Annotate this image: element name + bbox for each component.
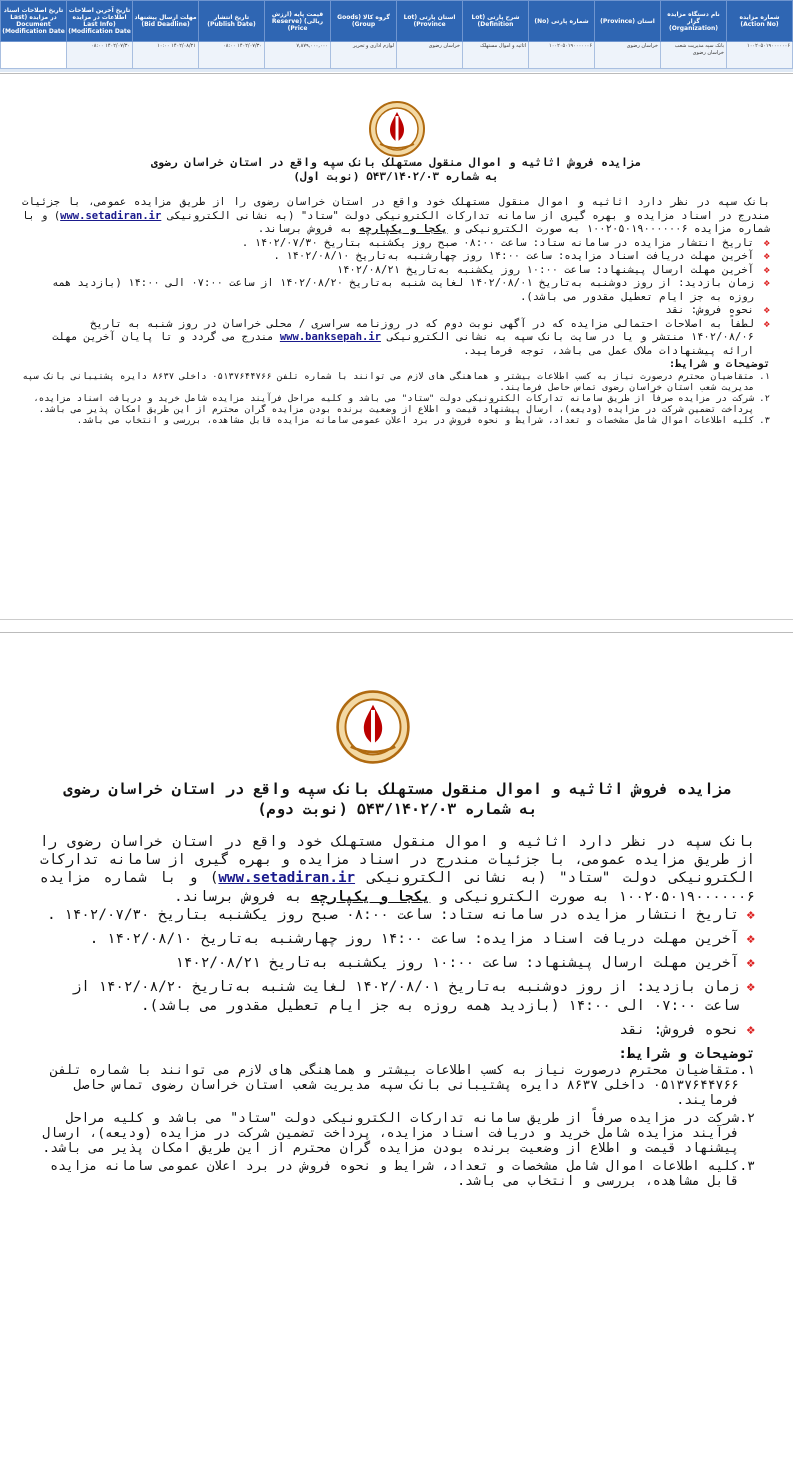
cell-doc-modified bbox=[1, 42, 67, 69]
header-cell: تاریخ انتشار (Publish Date) bbox=[199, 1, 265, 42]
cell-action-no[interactable]: ۱۰۰۲۰۵۰۱۹۰۰۰۰۰۰۶ bbox=[727, 42, 793, 69]
intro-text-3: به فروش برساند. bbox=[257, 223, 360, 235]
cell-lot-definition: اثاثیه و اموال مستهلک bbox=[463, 42, 529, 69]
header-cell: گروه کالا (Goods Group) bbox=[331, 1, 397, 42]
note-number: ۱. bbox=[759, 371, 770, 382]
bank-sepah-logo-icon bbox=[335, 689, 411, 765]
bid-deadline-bullet: ❖ آخرین مهلت ارسال پیشنهاد: ساعت ۱۰:۰۰ روز یکشنبه به‌تاریخ ۱۴۰۲/۰۸/۲۱ bbox=[40, 954, 755, 972]
notes-title: توضیحات و شرایط: bbox=[668, 358, 770, 370]
cell-reserve-price: ۷,۸۷۹,۰۰۰,۰۰۰ bbox=[265, 42, 331, 69]
title-line-2: به شماره ۵۴۳/۱۴۰۲/۰۳ (نوبت اول) bbox=[293, 170, 499, 183]
title-line-2: به شماره ۵۴۳/۱۴۰۲/۰۳ (نوبت دوم) bbox=[257, 800, 538, 818]
notice-first bbox=[0, 73, 793, 619]
sale-method-bullet: ❖ نحوه فروش: نقد bbox=[22, 304, 770, 318]
note-text: متقاضیان محترم درصورت نیاز به کسب اطلاعات بیشتر و هماهنگی های لازم می توانند با شماره تلفن ۰۵۱۳۷۶۴۴۷۶۶ داخلی ۸۶۳۷ دایره پشتیبانی بانک سپه مدیریت شعب استان خراسان رضوی تماس حاصل فرمایند. bbox=[22, 371, 754, 393]
auction-table bbox=[0, 0, 793, 69]
cell-lot-province: خراسان رضوی bbox=[397, 42, 463, 69]
cell-goods-group: لوازم اداری و تحریر bbox=[331, 42, 397, 69]
document-deadline-bullet: ❖ آخرین مهلت دریافت اسناد مزایده: ساعت ۱۴:۰۰ روز چهارشنبه به‌تاریخ ۱۴۰۲/۰۸/۱۰ . bbox=[40, 930, 755, 948]
banksepah-link[interactable]: www.banksepah.ir bbox=[279, 331, 382, 343]
header-cell: شرح پارتی (Lot Definition) bbox=[463, 1, 529, 42]
intro-text-3: به فروش برساند. bbox=[174, 888, 311, 905]
title-line-1: مزایده فروش اثاثیه و اموال منقول مستهلک بانک سپه واقع در استان خراسان رضوی bbox=[150, 156, 642, 169]
title-line-1: مزایده فروش اثاثیه و اموال منقول مستهلک بانک سپه واقع در استان خراسان رضوی bbox=[63, 780, 732, 798]
note-text: کلیه اطلاعات اموال شامل مشخصات و تعداد، شرایط و نحوه فروش در برد اعلان عمومی سامانه مزایده قابل مشاهده، بررسی و انتخاب می باشد. bbox=[50, 1159, 739, 1190]
amendments-bullet bbox=[22, 318, 770, 359]
cell-lot-no: ۱۰۰۲۰۵۰۱۹۰۰۰۰۰۰۶ bbox=[529, 42, 595, 69]
note-item bbox=[22, 416, 770, 427]
note-text: متقاضیان محترم درصورت نیاز به کسب اطلاعات بیشتر و هماهنگی های لازم می توانند با شماره تلفن ۰۵۱۳۷۶۴۴۷۶۶ داخلی ۸۶۳۷ دایره پشتیبانی بانک سپه مدیریت شعب استان خراسان رضوی تماس حاصل فرمایند. bbox=[50, 1063, 739, 1109]
intro-text-2: ) و با شماره مزایده ۱۰۰۲۰۵۰۱۹۰۰۰۰۰۰۶ به صورت الکترونیکی و bbox=[40, 870, 755, 905]
setadiran-link[interactable]: www.setadiran.ir bbox=[60, 209, 162, 222]
intro-paragraph bbox=[22, 196, 770, 237]
visit-time-bullet: ❖ زمان بازدید: از روز دوشنبه به‌تاریخ ۱۴۰۲/۰۸/۰۱ لغایت شنبه به‌تاریخ ۱۴۰۲/۰۸/۲۰ از ساعت ۰۷:۰۰ الی ۱۴:۰۰ (بازدید همه روزه به جز ایام تعطیل مقدور می باشد). bbox=[22, 277, 770, 304]
note-number: ۱. bbox=[739, 1063, 755, 1079]
header-cell: قیمت پایه (ارزش ریالی) (Reserve Price) bbox=[265, 1, 331, 42]
bid-deadline-bullet: ❖ آخرین مهلت ارسال پیشنهاد: ساعت ۱۰:۰۰ روز یکشنبه به‌تاریخ ۱۴۰۲/۰۸/۲۱ bbox=[22, 264, 770, 278]
table-header-row bbox=[1, 1, 793, 42]
cell-province: خراسان رضوی bbox=[595, 42, 661, 69]
visit-time-bullet: ❖ زمان بازدید: از روز دوشنبه به‌تاریخ ۱۴۰۲/۰۸/۰۱ لغایت شنبه به‌تاریخ ۱۴۰۲/۰۸/۲۰ از ساعت ۰۷:۰۰ الی ۱۴:۰۰ (بازدید همه روزه به جز ایام تعطیل مقدور می باشد). bbox=[40, 978, 755, 1014]
header-cell: نام دستگاه مزایده گزار (Organization) bbox=[661, 1, 727, 42]
header-cell: استان (Province) bbox=[595, 1, 661, 42]
publish-date-bullet: ❖ تاریخ انتشار مزایده در سامانه ستاد: ساعت ۰۸:۰۰ صبح روز یکشنبه بتاریخ ۱۴۰۲/۰۷/۳۰ . bbox=[22, 237, 770, 251]
publish-date-bullet: ❖ تاریخ انتشار مزایده در سامانه ستاد: ساعت ۰۸:۰۰ صبح روز یکشنبه بتاریخ ۱۴۰۲/۰۷/۳۰ . bbox=[40, 906, 755, 924]
notice-body bbox=[40, 779, 755, 1192]
header-cell: تاریخ اصلاحات اسناد در مزایده (Last Document Modification Date) bbox=[1, 1, 67, 42]
intro-paragraph bbox=[40, 833, 755, 906]
note-number: ۳. bbox=[759, 415, 770, 426]
intro-text: بانک سپه در نظر دارد اثاثیه و اموال منقول مستهلک خود واقع در استان خراسان رضوی را از طریق مزایده عمومی، با جزئیات مندرج در اسناد مزایده و بهره گیری از سامانه تدارکات الکترونیکی دولت "ستاد" (به نشانی الکترونیکی bbox=[40, 834, 755, 887]
header-cell: شماره پارتی (No) bbox=[529, 1, 595, 42]
cell-info-modified: ۱۴۰۲/۰۷/۳۰ ۰۸:۰۰ bbox=[67, 42, 133, 69]
note-text: شرکت در مزایده صرفاً از طریق سامانه تدارکات الکترونیکی دولت "ستاد" می باشد و کلیه مراحل فرآیند مزایده شامل خرید و دریافت اسناد مزایده، پرداخت تضمین شرکت در مزایده (ودیعه)، ارسال پیشنهاد قیمت و اطلاع از وضعیت برنده بودن مزایده گران محترم از این طریق امکان پذیر می باشد. bbox=[33, 393, 754, 415]
note-item bbox=[40, 1063, 755, 1108]
note-item bbox=[22, 372, 770, 394]
bank-sepah-logo-icon bbox=[368, 100, 426, 158]
note-item bbox=[22, 394, 770, 416]
notice-body bbox=[22, 156, 770, 427]
cell-publish-date: ۱۴۰۲/۰۷/۳۰ ۰۸:۰۰ bbox=[199, 42, 265, 69]
header-cell: تاریخ آخرین اصلاحات اطلاعات در مزایده (Last Info Modification Date) bbox=[67, 1, 133, 42]
sale-method-bullet: ❖ نحوه فروش: نقد bbox=[40, 1021, 755, 1039]
note-number: ۳. bbox=[739, 1159, 755, 1175]
intro-underlined: یکجا و یکپارچه bbox=[359, 223, 448, 235]
note-item bbox=[40, 1159, 755, 1189]
intro-text: بانک سپه در نظر دارد اثاثیه و اموال منقول مستهلک خود واقع در استان خراسان رضوی را از طریق مزایده عمومی، با جزئیات مندرج در اسناد مزایده و بهره گیری از سامانه تدارکات الکترونیکی دولت "ستاد" (به نشانی الکترونیکی bbox=[22, 196, 770, 222]
setadiran-link[interactable]: www.setadiran.ir bbox=[218, 870, 356, 887]
header-cell: استان پارتی (Lot Province) bbox=[397, 1, 463, 42]
notice-title bbox=[22, 156, 770, 184]
document-deadline-bullet: ❖ آخرین مهلت دریافت اسناد مزایده: ساعت ۱۴:۰۰ روز چهارشنبه به‌تاریخ ۱۴۰۲/۰۸/۱۰ . bbox=[22, 250, 770, 264]
header-cell: شماره مزایده (Action No) bbox=[727, 1, 793, 42]
auction-info-table bbox=[0, 0, 793, 72]
note-number: ۲. bbox=[739, 1111, 755, 1127]
header-cell: مهلت ارسال پیشنهاد (Bid Deadline) bbox=[133, 1, 199, 42]
note-text: کلیه اطلاعات اموال شامل مشخصات و تعداد، شرایط و نحوه فروش در برد اعلان عمومی سامانه مزایده قابل مشاهده، بررسی و انتخاب می باشد. bbox=[76, 415, 754, 426]
intro-text-2: ) و با شماره مزایده ۱۰۰۲۰۵۰۱۹۰۰۰۰۰۰۶ به صورت الکترونیکی و bbox=[22, 209, 770, 235]
cell-bid-deadline: ۱۴۰۲/۰۸/۲۱ ۱۰:۰۰ bbox=[133, 42, 199, 69]
note-text: شرکت در مزایده صرفاً از طریق سامانه تدارکات الکترونیکی دولت "ستاد" می باشد و کلیه مراحل فرآیند مزایده شامل خرید و دریافت اسناد مزایده، پرداخت تضمین شرکت در مزایده (ودیعه)، ارسال پیشنهاد قیمت و اطلاع از وضعیت برنده بودن مزایده گران محترم از این طریق امکان پذیر می باشد. bbox=[42, 1111, 739, 1157]
section-divider bbox=[0, 619, 793, 632]
note-number: ۲. bbox=[759, 393, 770, 404]
amendments-text-2: مندرج می گردد و تا پایان آخرین مهلت ارائه پیشنهادات ملاک عمل می باشد، توجه فرمایید. bbox=[52, 331, 754, 357]
table-row[interactable] bbox=[1, 42, 793, 69]
cell-organization: بانک سپه مدیریت شعب خراسان رضوی bbox=[661, 42, 727, 69]
notes-title: توضیحات و شرایط: bbox=[618, 1046, 755, 1063]
note-item bbox=[40, 1111, 755, 1156]
intro-underlined: یکجا و یکپارچه bbox=[310, 888, 431, 905]
notice-second bbox=[0, 632, 793, 1461]
notice-title bbox=[40, 779, 755, 819]
amendments-text: لطفاً به اصلاحات احتمالی مزایده که در آگهی نوبت دوم که در روزنامه سراسری / محلی خراسان در روز شنبه به تاریخ ۱۴۰۲/۰۸/۰۶ منتشر و یا در سایت بانک سپه به نشانی الکترونیکی bbox=[90, 317, 754, 343]
